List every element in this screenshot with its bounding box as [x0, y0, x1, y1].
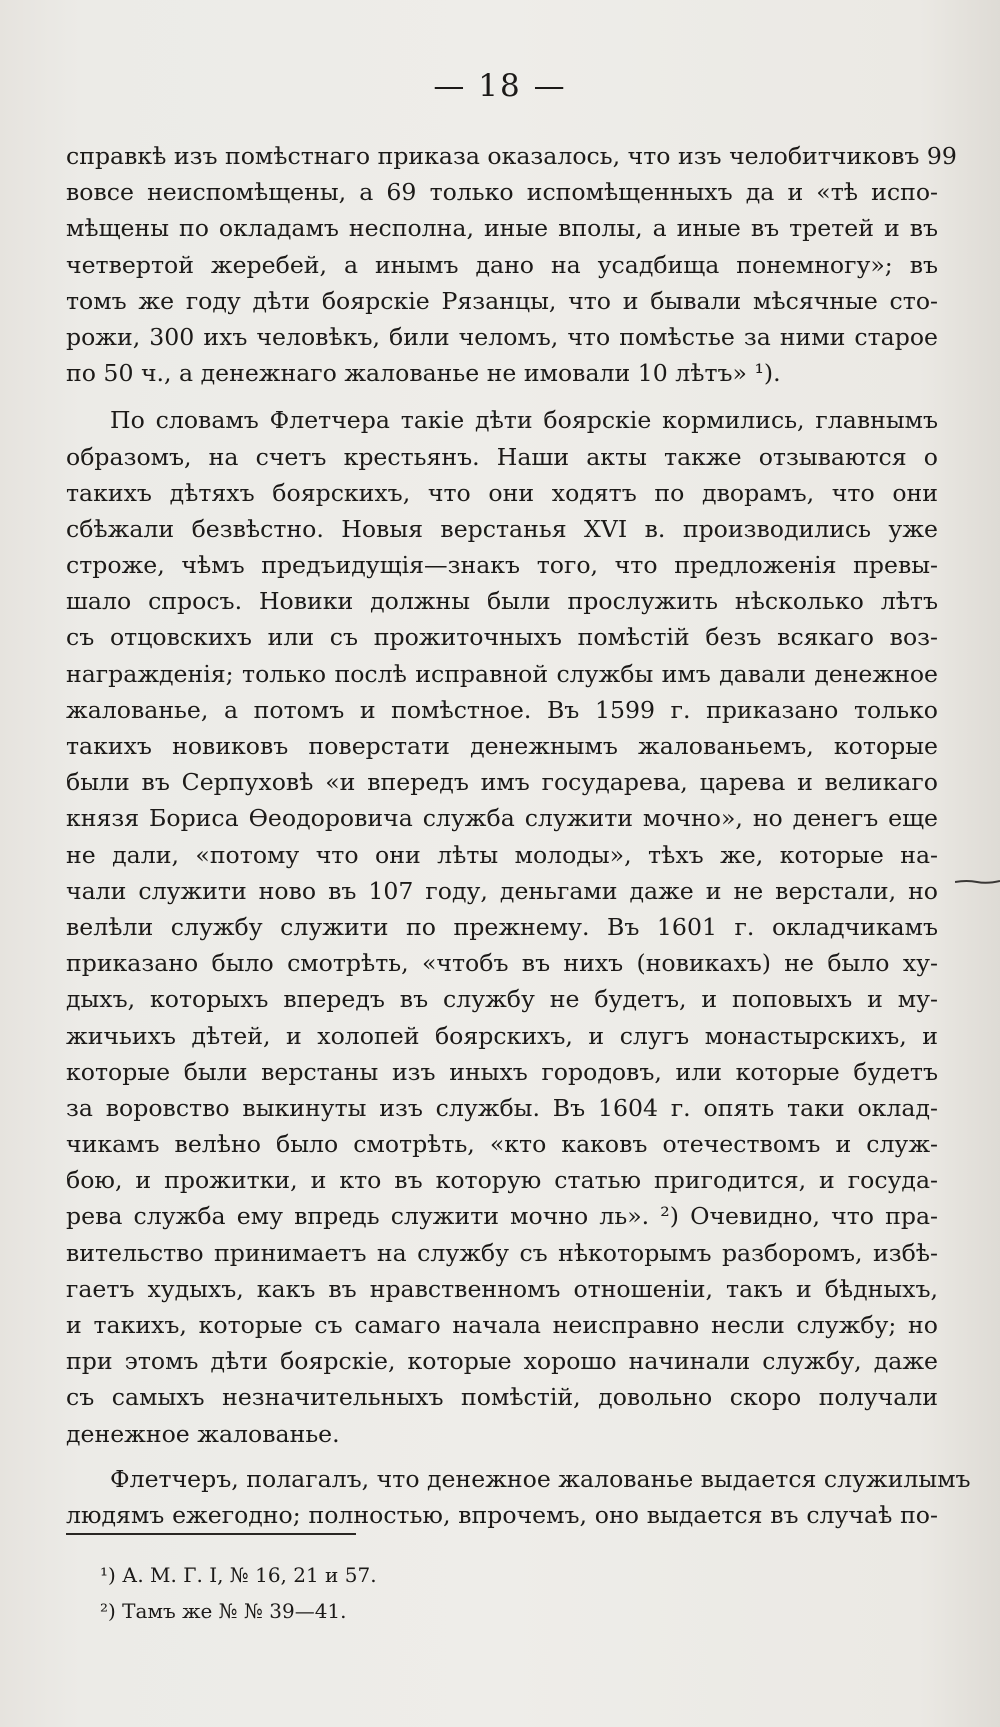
text-line: вительство принимаетъ на службу съ нѣкоторымъ разборомъ, избѣ- [66, 1238, 938, 1267]
text-line: по 50 ч., а денежнаго жалованье не имовали 10 лѣтъ» ¹). [66, 359, 781, 388]
text-line: образомъ, на счетъ крестьянъ. Наши акты также отзываются о [66, 442, 938, 471]
footnotes [100, 1557, 377, 1629]
footnote-2: ²) Тамъ же № № 39—41. [100, 1599, 347, 1623]
pencil-margin-mark [955, 878, 1000, 886]
text-line: награжденія; только послѣ исправной службы имъ давали денежное [66, 659, 938, 688]
text-line: бою, и прожитки, и кто въ которую статью пригодится, и госуда- [66, 1166, 938, 1195]
text-line: томъ же году дѣти боярскіе Рязанцы, что и бывали мѣсячные сто- [66, 286, 938, 315]
text-line: жалованье, а потомъ и помѣстное. Въ 1599 г. приказано только [66, 695, 938, 724]
text-line: которые были верстаны изъ иныхъ городовъ, или которые будетъ [66, 1057, 938, 1086]
text-line: рожи, 300 ихъ человѣкъ, били челомъ, что помѣстье за ними старое [66, 322, 938, 351]
text-line: и такихъ, которые съ самаго начала неисправно несли службу; но [66, 1311, 938, 1339]
text-line: за воровство выкинуты изъ службы. Въ 1604 г. опять таки оклад- [66, 1093, 938, 1122]
text-line: денежное жалованье. [66, 1419, 340, 1448]
text-line: строже, чѣмъ предъидущія—знакъ того, что предложенія превы- [66, 551, 938, 580]
footnote-divider [66, 1533, 356, 1535]
text-line: вовсе неиспомѣщены, а 69 только испомѣщенныхъ да и «тѣ испо- [66, 178, 938, 207]
text-line: чали служити ново въ 107 году, деньгами даже и не верстали, но [66, 876, 938, 905]
text-line: рева служба ему впредь служити мочно ль». ²) Очевидно, что пра- [66, 1202, 938, 1231]
text-line: мѣщены по окладамъ несполна, иные вполы, а иные въ третей и въ [66, 214, 938, 243]
text-line: съ самыхъ незначительныхъ помѣстій, довольно скоро получали [66, 1383, 938, 1412]
text-line: гаетъ худыхъ, какъ въ нравственномъ отношеніи, такъ и бѣдныхъ, [66, 1274, 938, 1303]
text-line: жичьихъ дѣтей, и холопей боярскихъ, и слугъ монастырскихъ, и [66, 1021, 938, 1050]
page-number: — 18 — [433, 68, 567, 104]
text-line: велѣли службу служити по прежнему. Въ 1601 г. окладчикамъ [66, 912, 938, 941]
footnote-1: ¹) А. М. Г. I, № 16, 21 и 57. [100, 1563, 377, 1587]
text-line: такихъ дѣтяхъ боярскихъ, что они ходятъ по дворамъ, что они [66, 478, 938, 507]
text-line: съ отцовскихъ или съ прожиточныхъ помѣстій безъ всякаго воз- [66, 623, 938, 652]
paragraph-3 [66, 1461, 971, 1533]
text-line: четвертой жеребей, а инымъ дано на усадбища понемногу»; въ [66, 250, 938, 279]
text-line: князя Бориса Ѳеодоровича служба служити мочно», но денегъ еще [66, 804, 938, 833]
body-text [66, 138, 971, 1533]
text-line: шало спросъ. Новики должны были прослужить нѣсколько лѣтъ [66, 587, 938, 616]
text-line: справкѣ изъ помѣстнаго приказа оказалось, что изъ челобитчиковъ 99 [66, 142, 957, 170]
text-line: такихъ новиковъ поверстати денежнымъ жалованьемъ, которые [66, 732, 938, 760]
paragraph-2 [66, 402, 938, 1451]
text-line: Флетчеръ, полагалъ, что денежное жалованье выдается служилымъ [110, 1464, 971, 1493]
text-line: сбѣжали безвѣстно. Новыя верстанья XVI в. производились уже [66, 514, 938, 543]
text-line: дыхъ, которыхъ впередъ въ службу не будетъ, и поповыхъ и му- [66, 985, 938, 1014]
text-line: приказано было смотрѣть, «чтобъ въ нихъ (новикахъ) не было ху- [66, 949, 938, 978]
text-line: не дали, «потому что они лѣты молоды», тѣхъ же, которые на- [66, 840, 938, 869]
text-line: людямъ ежегодно; полностью, впрочемъ, оно выдается въ случаѣ по- [66, 1500, 938, 1529]
text-line: при этомъ дѣти боярскіе, которые хорошо начинали службу, даже [66, 1347, 938, 1376]
paragraph-1 [66, 138, 957, 391]
text-line: были въ Серпуховѣ «и впередъ имъ государева, царева и великаго [66, 768, 938, 797]
text-line: чикамъ велѣно было смотрѣть, «кто каковъ отечествомъ и служ- [66, 1130, 938, 1159]
text-line: По словамъ Флетчера такіе дѣти боярскіе кормились, главнымъ [110, 406, 938, 435]
